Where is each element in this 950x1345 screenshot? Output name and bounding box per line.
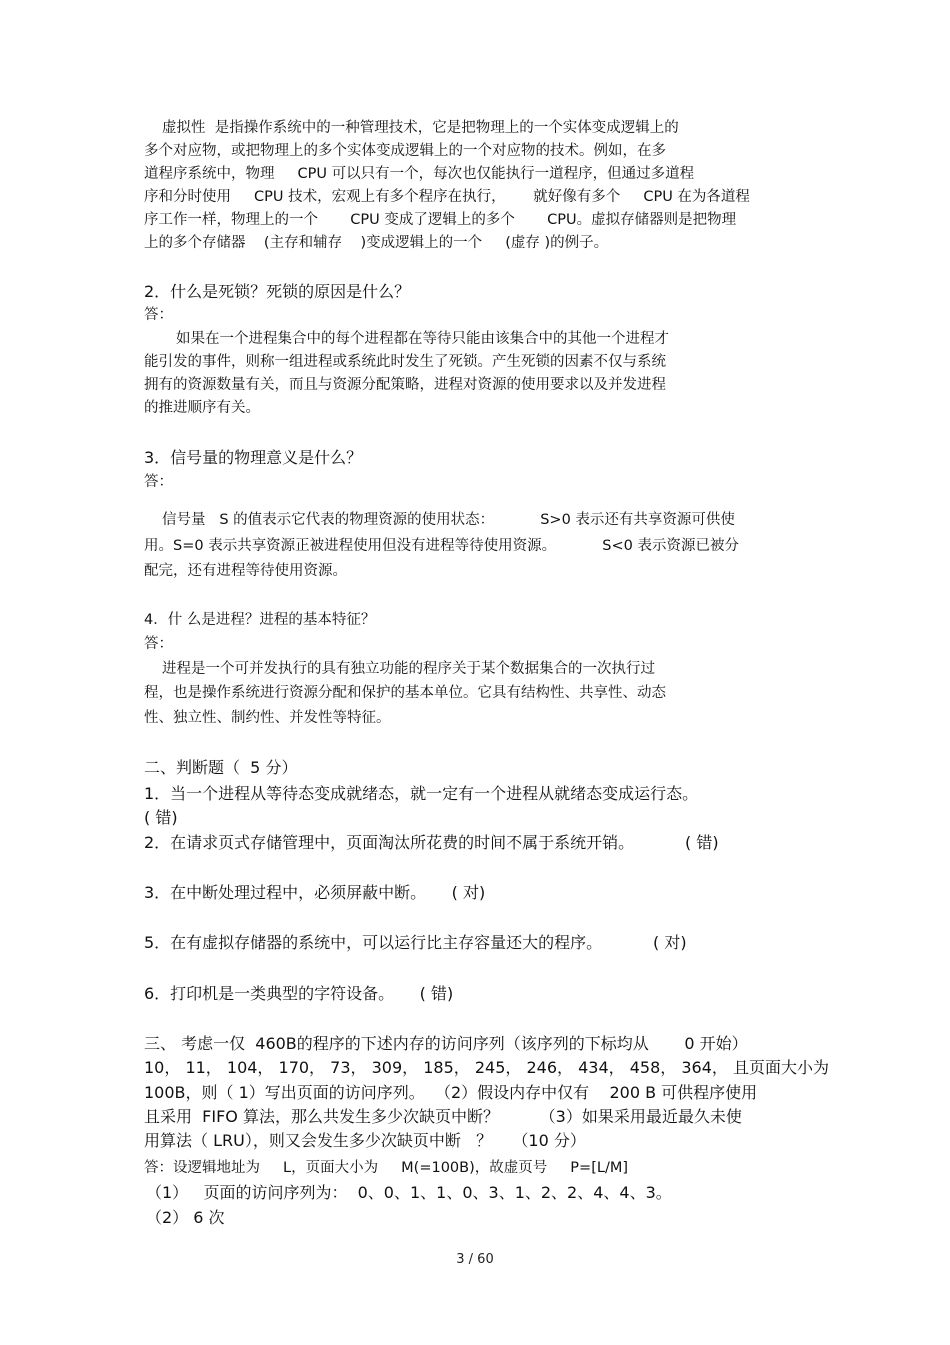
q3-question: 3．信号量的物理意义是什么？ xyxy=(144,448,363,467)
virtual-line-2: 多个对应物，或把物理上的多个实体变成逻辑上的一个对应物的技术。例如，在多 xyxy=(144,143,666,159)
judge-item-3: 3．在中断处理过程中，必须屏蔽中断。 ( 对) xyxy=(144,883,486,902)
section3-line-5: 用算法（ LRU），则又会发生多少次缺页中断 ？ （10 分） xyxy=(144,1131,586,1150)
virtual-line-3: 道程序系统中，物理 CPU 可以只有一个，每次也仅能执行一道程序，但通过多道程 xyxy=(144,166,695,182)
judge-item-5: 5．在有虚拟存储器的系统中，可以运行比主存容量还大的程序。 ( 对) xyxy=(144,933,687,952)
judge-item-2: 2．在请求页式存储管理中，页面淘汰所花费的时间不属于系统开销。 ( 错) xyxy=(144,833,719,852)
virtual-line-1: 虚拟性 是指操作系统中的一种管理技术，它是把物理上的一个实体变成逻辑上的 xyxy=(162,120,679,136)
section3-answer-2: （2） 6 次 xyxy=(146,1208,225,1227)
section3-line-3: 100B，则（ 1）写出页面的访问序列。 （2）假设内存中仅有 200 B 可供程序使用 xyxy=(144,1083,758,1102)
q4-answer-label: 答： xyxy=(144,636,173,652)
q4-question: 4．什 么是进程？进程的基本特征？ xyxy=(144,612,376,628)
section2-heading: 二、判断题（ 5 分） xyxy=(144,758,298,777)
q2-line-2: 能引发的事件，则称一组进程或系统此时发生了死锁。产生死锁的因素不仅与系统 xyxy=(144,354,666,370)
q3-line-2: 用。S=0 表示共享资源正被进程使用但没有进程等待使用资源。 S<0 表示资源已被分 xyxy=(144,538,739,554)
virtual-line-4: 序和分时使用 CPU 技术，宏观上有多个程序在执行， 就好像有多个 CPU 在为各道程 xyxy=(144,189,750,205)
q2-answer-label: 答： xyxy=(144,307,173,323)
q2-question: 2．什么是死锁？死锁的原因是什么？ xyxy=(144,282,411,301)
q3-answer-label: 答： xyxy=(144,474,173,490)
q4-line-2: 程，也是操作系统进行资源分配和保护的基本单位。它具有结构性、共享性、动态 xyxy=(144,685,666,701)
virtual-line-6: 上的多个存储器 (主存和辅存 )变成逻辑上的一个 (虚存 )的例子。 xyxy=(144,235,609,251)
judge-item-1-answer: ( 错) xyxy=(144,808,178,827)
q2-line-1: 如果在一个进程集合中的每个进程都在等待只能由该集合中的其他一个进程才 xyxy=(176,331,669,347)
virtual-line-5: 序工作一样，物理上的一个 CPU 变成了逻辑上的多个 CPU。虚拟存储器则是把物理 xyxy=(144,212,737,228)
section3-line-1: 三、 考虑一仅 460B的程序的下述内存的访问序列（该序列的下标均从 0 开始） xyxy=(144,1034,748,1053)
section3-line-4: 且采用 FIFO 算法，那么共发生多少次缺页中断？ （3）如果采用最近最久未使 xyxy=(144,1107,742,1126)
section3-answer-line: 答：设逻辑地址为 L，页面大小为 M(=100B)，故虚页号 P=[L/M] xyxy=(144,1160,628,1176)
section3-answer-1: （1） 页面的访问序列为： 0、0、1、1、0、3、1、2、2、4、4、3。 xyxy=(146,1183,672,1202)
q2-line-4: 的推进顺序有关。 xyxy=(144,400,260,416)
page-number: 3 / 60 xyxy=(456,1252,494,1267)
q3-line-1: 信号量 S 的值表示它代表的物理资源的使用状态： S>0 表示还有共享资源可供使 xyxy=(162,512,735,528)
q2-line-3: 拥有的资源数量有关，而且与资源分配策略，进程对资源的使用要求以及并发进程 xyxy=(144,377,666,393)
judge-item-6: 6．打印机是一类典型的字符设备。 ( 错) xyxy=(144,984,454,1003)
q4-line-1: 进程是一个可并发执行的具有独立功能的程序关于某个数据集合的一次执行过 xyxy=(162,661,655,677)
q3-line-3: 配完，还有进程等待使用资源。 xyxy=(144,563,347,579)
section3-line-2: 10， 11， 104， 170， 73， 309， 185， 245， 246， 434， 458， 364， 且页面大小为 xyxy=(144,1058,829,1077)
judge-item-1: 1．当一个进程从等待态变成就绪态，就一定有一个进程从就绪态变成运行态。 xyxy=(144,784,699,803)
q4-line-3: 性、独立性、制约性、并发性等特征。 xyxy=(144,710,391,726)
